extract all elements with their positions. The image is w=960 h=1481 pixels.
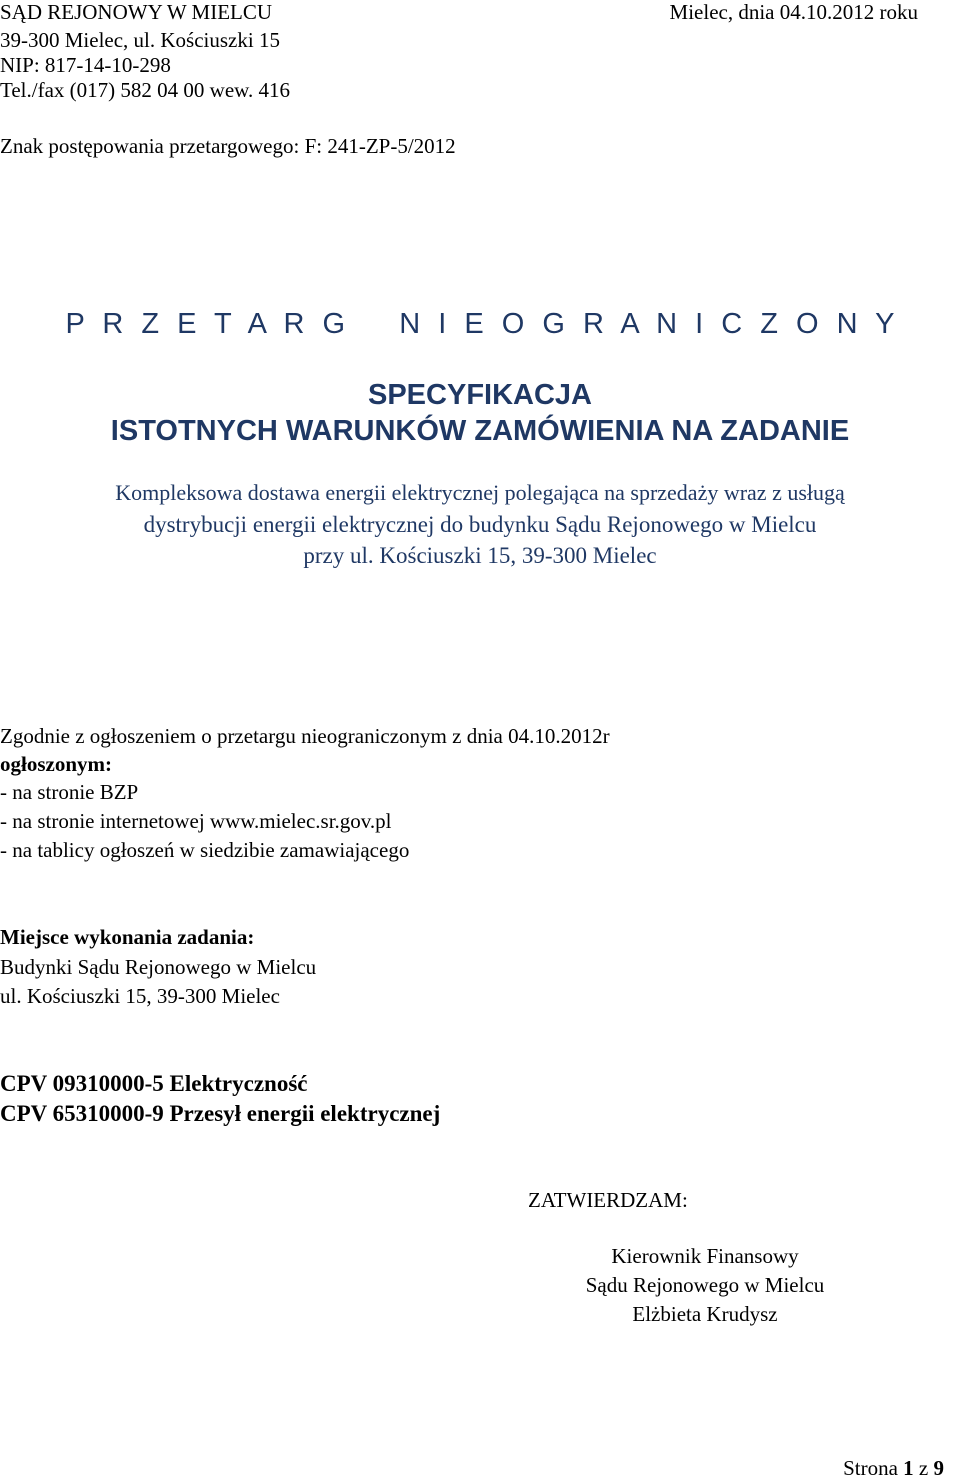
subject-line3: przy ul. Kościuszki 15, 39-300 Mielec <box>303 543 657 568</box>
approval-label: ZATWIERDZAM: <box>528 1188 688 1212</box>
page-number <box>843 1456 944 1481</box>
announcement-item: - na stronie internetowej www.mielec.sr.gov.pl <box>0 809 392 833</box>
page-total: 9 <box>933 1456 944 1480</box>
location-line2: ul. Kościuszki 15, 39-300 Mielec <box>0 984 280 1008</box>
announcement-item: - na tablicy ogłoszeń w siedzibie zamawiającego <box>0 838 410 862</box>
spec-heading-line1: SPECYFIKACJA <box>368 379 592 411</box>
spec-heading-line2: ISTOTNYCH WARUNKÓW ZAMÓWIENIA NA ZADANIE <box>110 415 850 447</box>
announcement-label: ogłoszonym: <box>0 752 112 776</box>
page-prefix: Strona <box>843 1456 898 1480</box>
subject-line1: Kompleksowa dostawa energii elektrycznej polegająca na sprzedaży wraz z usługą <box>115 480 845 505</box>
location-line1: Budynki Sądu Rejonowego w Mielcu <box>0 955 317 979</box>
court-address: 39-300 Mielec, ul. Kościuszki 15 <box>0 28 280 52</box>
court-nip: NIP: 817-14-10-298 <box>0 53 171 77</box>
page-current: 1 <box>903 1456 914 1480</box>
cpv-code: CPV 65310000-9 Przesył energii elektrycznej <box>0 1101 441 1126</box>
location-label: Miejsce wykonania zadania: <box>0 925 255 949</box>
approval-institution: Sądu Rejonowego w Mielcu <box>585 1273 825 1297</box>
approval-name: Elżbieta Krudysz <box>632 1302 778 1326</box>
announcement-intro: Zgodnie z ogłoszeniem o przetargu nieograniczonym z dnia 04.10.2012r <box>0 724 610 748</box>
subject-line2: dystrybucji energii elektrycznej do budynku Sądu Rejonowego w Mielcu <box>143 512 817 537</box>
announcement-item: - na stronie BZP <box>0 780 139 804</box>
tender-type-title: P R Z E T A R G N I E O G R A N I C Z O N Y <box>65 308 895 340</box>
document-date: Mielec, dnia 04.10.2012 roku <box>669 0 918 24</box>
cpv-code: CPV 09310000-5 Elektryczność <box>0 1071 308 1096</box>
approval-role: Kierownik Finansowy <box>611 1244 799 1268</box>
case-number: Znak postępowania przetargowego: F: 241-ZP-5/2012 <box>0 134 456 158</box>
court-phone: Tel./fax (017) 582 04 00 wew. 416 <box>0 78 290 102</box>
court-name: SĄD REJONOWY W MIELCU <box>0 0 273 24</box>
page-separator: z <box>918 1456 929 1480</box>
